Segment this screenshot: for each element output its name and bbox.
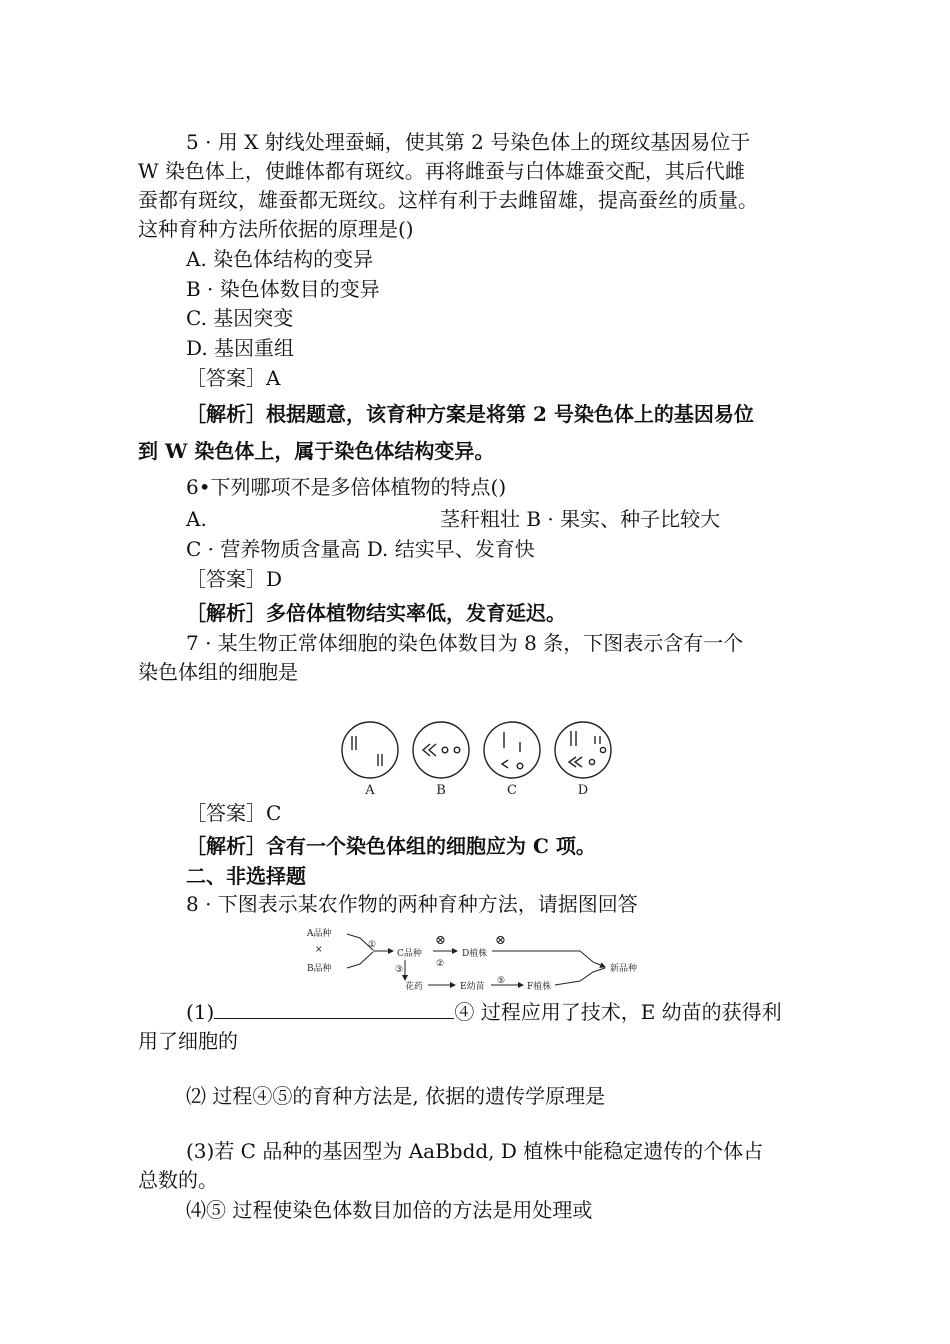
q5-option-d: D. 基因重组	[186, 336, 295, 360]
cell-b-label: B	[436, 783, 446, 798]
q5-stem-line-3: 蚕都有斑纹，雄蚕都无斑纹。这样有利于去雌留雄，提高蚕丝的质量。	[138, 188, 758, 212]
q5-analysis-line-1: ［解析］根据题意，该育种方案是将第 2 号染色体上的基因易位	[186, 402, 754, 426]
cell-chromosome-figure	[330, 712, 630, 802]
q8-part1-line-1	[186, 998, 782, 1026]
q8-part3-line-2: 总数的。	[138, 1168, 218, 1192]
breeding-flow-diagram	[305, 926, 655, 996]
node-pollen: 花药	[405, 982, 424, 992]
node-a-variety: A品种	[307, 929, 332, 939]
node-c-variety: C品种	[397, 949, 422, 959]
q8-part1-label: (1)	[186, 1000, 215, 1024]
selfing-symbol-1: ⊗	[435, 933, 446, 948]
q8-stem: 8 · 下图表示某农作物的两种育种方法，请据图回答	[186, 892, 638, 916]
q5-option-b: B · 染色体数目的变异	[186, 277, 380, 301]
cell-c-circle	[484, 722, 540, 778]
q6-answer: ［答案］D	[186, 567, 283, 591]
step-2-label: ②	[436, 959, 445, 969]
q5-option-a: A. 染色体结构的变异	[186, 247, 374, 271]
cell-a-label: A	[365, 783, 375, 798]
step-5-label: ⑤	[497, 976, 506, 986]
q8-part4: ⑷⑤ 过程使染色体数目加倍的方法是用处理或	[186, 1198, 593, 1222]
node-e-seedling: E幼苗	[460, 982, 485, 992]
q7-analysis: ［解析］含有一个染色体组的细胞应为 C 项。	[186, 834, 596, 858]
node-d-plant: D植株	[462, 949, 488, 959]
step-3-label: ③	[395, 965, 404, 975]
q5-analysis-line-2: 到 W 染色体上，属于染色体结构变异。	[138, 439, 495, 463]
node-new-variety: 新品种	[610, 964, 638, 974]
cell-b-circle	[413, 722, 469, 778]
cell-c-label: C	[507, 783, 517, 798]
q6-stem: 6•下列哪项不是多倍体植物的特点()	[186, 475, 507, 499]
q7-stem-line-2: 染色体组的细胞是	[138, 660, 298, 684]
q5-option-c: C. 基因突变	[186, 306, 294, 330]
q8-part1-line-2: 用了细胞的	[138, 1029, 238, 1053]
q8-part3-line-1: (3)若 C 品种的基因型为 AaBbdd, D 植株中能稳定遗传的个体占	[186, 1139, 764, 1163]
q8-part1-answer-blank[interactable]	[214, 998, 454, 1019]
q6-analysis: ［解析］多倍体植物结实率低，发育延迟。	[186, 601, 566, 625]
q6-option-a-label: A.	[186, 507, 207, 531]
node-b-variety: B品种	[307, 964, 332, 974]
q6-options-cd: C · 营养物质含量高 D. 结实早、发育快	[186, 537, 535, 561]
cell-a-circle	[342, 722, 398, 778]
selfing-symbol-2: ⊗	[495, 933, 506, 948]
cell-d-circle	[555, 722, 611, 778]
node-f-plant: F植株	[527, 982, 552, 992]
q8-part1-text: ④ 过程应用了技术，E 幼苗的获得利	[454, 1000, 782, 1024]
q7-answer: ［答案］C	[186, 801, 282, 825]
q6-options-ab: 茎秆粗壮 B · 果实、种子比较大	[440, 507, 721, 531]
q5-stem-line-1: 5 · 用 X 射线处理蚕蛹，使其第 2 号染色体上的斑纹基因易位于	[186, 130, 751, 154]
q7-stem-line-1: 7 · 某生物正常体细胞的染色体数目为 8 条，下图表示含有一个	[186, 631, 744, 655]
q5-answer: ［答案］A	[186, 366, 281, 390]
section-title: 二、非选择题	[186, 864, 306, 888]
q8-part2: ⑵ 过程④⑤的育种方法是, 依据的遗传学原理是	[186, 1084, 606, 1108]
q5-stem-line-2: W 染色体上，使雌体都有斑纹。再将雌蚕与白体雄蚕交配，其后代雌	[138, 159, 745, 183]
cross-symbol: ×	[315, 945, 323, 955]
cell-d-label: D	[577, 783, 589, 798]
q5-stem-line-4: 这种育种方法所依据的原理是()	[138, 217, 414, 241]
step-1-label: ①	[368, 940, 377, 950]
